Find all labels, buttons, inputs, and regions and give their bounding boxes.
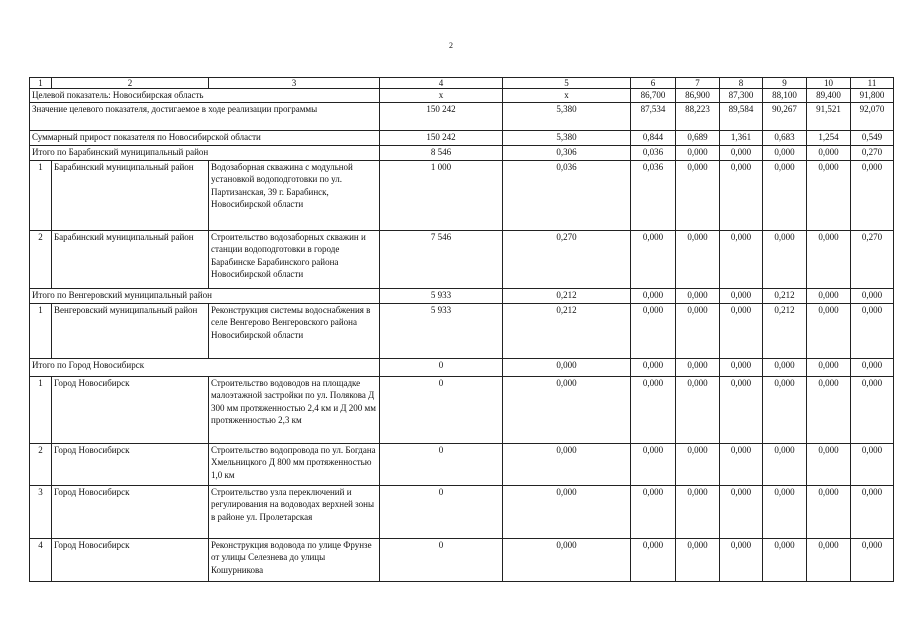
table-cell: 0,000 <box>631 443 676 485</box>
table-row <box>30 160 894 230</box>
table-cell: 0,000 <box>763 485 807 538</box>
table-cell: 5,380 <box>503 130 631 145</box>
table-cell: 0,000 <box>676 303 720 358</box>
table-cell: Барабинский муниципальный район <box>52 160 209 230</box>
table-cell: 0,549 <box>851 130 894 145</box>
table-cell: 91,521 <box>807 102 851 130</box>
table-cell: 5,380 <box>503 102 631 130</box>
table-cell: 0,844 <box>631 130 676 145</box>
table-cell: Итого по Барабинский муниципальный район <box>30 145 380 160</box>
table-cell: 0,000 <box>676 485 720 538</box>
table-cell: 0 <box>380 358 503 376</box>
table-cell: 0,000 <box>807 376 851 443</box>
table-cell: 89,400 <box>807 89 851 103</box>
table-cell: 0,000 <box>851 358 894 376</box>
table-cell: 1,254 <box>807 130 851 145</box>
table-cell: 0,000 <box>720 288 763 303</box>
table-cell: 0,270 <box>851 230 894 288</box>
table-cell: 0,270 <box>851 145 894 160</box>
table-cell: 0,000 <box>720 303 763 358</box>
table-cell: 10 <box>807 78 851 89</box>
table-cell: Строительство водоводов на площадке малоэтажной застройки по ул. Полякова Д 300 мм протяженностью 2,4 км и Д 200 мм протяженностью 2,3 км <box>209 376 380 443</box>
table-cell: Строительство водозаборных скважин и станции водоподготовки в городе Барабинске Барабинского района Новосибирской области <box>209 230 380 288</box>
table-cell: 0,000 <box>631 358 676 376</box>
table-cell: 0,000 <box>763 443 807 485</box>
table-cell: 0,000 <box>807 160 851 230</box>
table-cell: 0,212 <box>503 288 631 303</box>
table-cell: 0,000 <box>807 485 851 538</box>
table-cell: Строительство водопровода по ул. Богдана Хмельницкого Д 800 мм протяженностью 1,0 км <box>209 443 380 485</box>
table-cell: Значение целевого показателя, достигаемое в ходе реализации программы <box>30 102 380 130</box>
table-cell: 7 546 <box>380 230 503 288</box>
table-cell: 0,000 <box>676 160 720 230</box>
table-cell: Реконструкция водовода по улице Фрунзе от улицы Селезнева до улицы Кошурникова <box>209 538 380 581</box>
table-cell: 0,000 <box>807 443 851 485</box>
table-cell: 0,306 <box>503 145 631 160</box>
table-row <box>30 443 894 485</box>
table-row <box>30 230 894 288</box>
table-cell: 4 <box>30 538 52 581</box>
table-cell: 0,000 <box>763 145 807 160</box>
table-cell: 0,000 <box>763 230 807 288</box>
table-cell: 0,212 <box>503 303 631 358</box>
table-cell: 92,070 <box>851 102 894 130</box>
table-cell: 11 <box>851 78 894 89</box>
table-cell: 0,000 <box>676 358 720 376</box>
table-cell: 91,800 <box>851 89 894 103</box>
table-cell: 0,000 <box>631 288 676 303</box>
target-row <box>30 89 894 103</box>
table-cell: Город Новосибирск <box>52 538 209 581</box>
table-cell: 1 <box>30 376 52 443</box>
table-cell: 0,689 <box>676 130 720 145</box>
table-cell: 2 <box>52 78 209 89</box>
table-cell: Суммарный прирост показателя по Новосибирской области <box>30 130 380 145</box>
table-cell: 0,212 <box>763 303 807 358</box>
table-cell: 0,000 <box>676 443 720 485</box>
table-cell: 0,000 <box>503 376 631 443</box>
table-cell: 0,000 <box>631 485 676 538</box>
table-cell: 90,267 <box>763 102 807 130</box>
table-cell: 0,000 <box>631 376 676 443</box>
table-cell: 0,000 <box>503 485 631 538</box>
table-cell: 0,000 <box>631 538 676 581</box>
table-cell: 9 <box>763 78 807 89</box>
table-cell: 0,000 <box>720 230 763 288</box>
table-cell: 0,000 <box>676 538 720 581</box>
table-cell: 0,036 <box>631 160 676 230</box>
table-cell: Водозаборная скважина с модульной установкой водоподготовки по ул. Партизанская, 39 г. Барабинск, Новосибирской области <box>209 160 380 230</box>
total-row <box>30 288 894 303</box>
table-cell: 0,000 <box>851 485 894 538</box>
table-cell: 0,000 <box>763 160 807 230</box>
table-cell: Итого по Венгеровский муниципальный район <box>30 288 380 303</box>
table-cell: 8 546 <box>380 145 503 160</box>
table-body <box>30 78 894 582</box>
table-cell: 150 242 <box>380 102 503 130</box>
total-row <box>30 358 894 376</box>
table-cell: 0,000 <box>807 230 851 288</box>
table-cell: Город Новосибирск <box>52 485 209 538</box>
table-cell: 0 <box>380 538 503 581</box>
table-cell: х <box>380 89 503 103</box>
table-cell: 0,000 <box>807 145 851 160</box>
achieved-row <box>30 102 894 130</box>
table-cell: 1,361 <box>720 130 763 145</box>
table-cell: 2 <box>30 443 52 485</box>
table-cell: х <box>503 89 631 103</box>
table-cell: 0,000 <box>851 538 894 581</box>
table-cell: 5 <box>503 78 631 89</box>
table-cell: 0,000 <box>676 288 720 303</box>
summary-row <box>30 130 894 145</box>
table-cell: 0,000 <box>851 303 894 358</box>
table-cell: 8 <box>720 78 763 89</box>
table-cell: 0,000 <box>503 443 631 485</box>
table-cell: 0,212 <box>763 288 807 303</box>
table-cell: Венгеровский муниципальный район <box>52 303 209 358</box>
table-cell: 0,000 <box>851 160 894 230</box>
table-cell: 0,000 <box>720 376 763 443</box>
table-cell: 87,300 <box>720 89 763 103</box>
header-row <box>30 78 894 89</box>
table-cell: 0 <box>380 485 503 538</box>
table-row <box>30 303 894 358</box>
table-cell: 0,000 <box>720 538 763 581</box>
table-cell: 0,683 <box>763 130 807 145</box>
table-cell: 88,100 <box>763 89 807 103</box>
table-cell: 0,000 <box>807 358 851 376</box>
table-row <box>30 376 894 443</box>
table-cell: 0,000 <box>720 358 763 376</box>
table-cell: 89,584 <box>720 102 763 130</box>
table-cell: 0,000 <box>631 303 676 358</box>
table-cell: 0,000 <box>851 376 894 443</box>
table-cell: Барабинский муниципальный район <box>52 230 209 288</box>
table-cell: 0,000 <box>763 358 807 376</box>
table-cell: 88,223 <box>676 102 720 130</box>
table-cell: 86,700 <box>631 89 676 103</box>
table-cell: 0 <box>380 376 503 443</box>
table-cell: 2 <box>30 230 52 288</box>
table-cell: 0,000 <box>631 230 676 288</box>
table-cell: 0,000 <box>676 230 720 288</box>
table-cell: 0,000 <box>720 160 763 230</box>
table-cell: 150 242 <box>380 130 503 145</box>
table-cell: 3 <box>209 78 380 89</box>
table-cell: 0,000 <box>851 443 894 485</box>
table-cell: 1 <box>30 78 52 89</box>
table-cell: 87,534 <box>631 102 676 130</box>
table-cell: 0,000 <box>807 538 851 581</box>
table-cell: 0,000 <box>720 485 763 538</box>
table-cell: 1 000 <box>380 160 503 230</box>
table-cell: 6 <box>631 78 676 89</box>
table-cell: 0,000 <box>503 358 631 376</box>
table-cell: 0,000 <box>676 376 720 443</box>
table-cell: 7 <box>676 78 720 89</box>
table-cell: 0,000 <box>763 538 807 581</box>
table-cell: 0,270 <box>503 230 631 288</box>
table-cell: 1 <box>30 303 52 358</box>
table-cell: Строительство узла переключений и регулирования на водоводах верхней зоны в районе ул. Пролетарская <box>209 485 380 538</box>
table-cell: 0,000 <box>720 443 763 485</box>
table-cell: Город Новосибирск <box>52 443 209 485</box>
table-cell: 0,000 <box>851 288 894 303</box>
page-number: 2 <box>449 41 453 50</box>
table-cell: 5 933 <box>380 303 503 358</box>
table-cell: 0,000 <box>807 288 851 303</box>
table-cell: 5 933 <box>380 288 503 303</box>
table-cell: Итого по Город Новосибирск <box>30 358 380 376</box>
table-cell: 0,000 <box>807 303 851 358</box>
table-cell: 0,000 <box>763 376 807 443</box>
table-cell: 0,000 <box>676 145 720 160</box>
table-cell: 0 <box>380 443 503 485</box>
table-cell: 0,036 <box>631 145 676 160</box>
table-cell: 0,000 <box>720 145 763 160</box>
table-cell: Целевой показатель: Новосибирская область <box>30 89 380 103</box>
table-cell: 86,900 <box>676 89 720 103</box>
total-row <box>30 145 894 160</box>
table-cell: 0,036 <box>503 160 631 230</box>
table-cell: 0,000 <box>503 538 631 581</box>
table-cell: Реконструкция системы водоснабжения в селе Венгерово Венгеровского района Новосибирской области <box>209 303 380 358</box>
indicator-table <box>29 77 894 582</box>
table-cell: 1 <box>30 160 52 230</box>
table-cell: 3 <box>30 485 52 538</box>
table-row <box>30 485 894 538</box>
table-cell: 4 <box>380 78 503 89</box>
table-row <box>30 538 894 581</box>
table-cell: Город Новосибирск <box>52 376 209 443</box>
